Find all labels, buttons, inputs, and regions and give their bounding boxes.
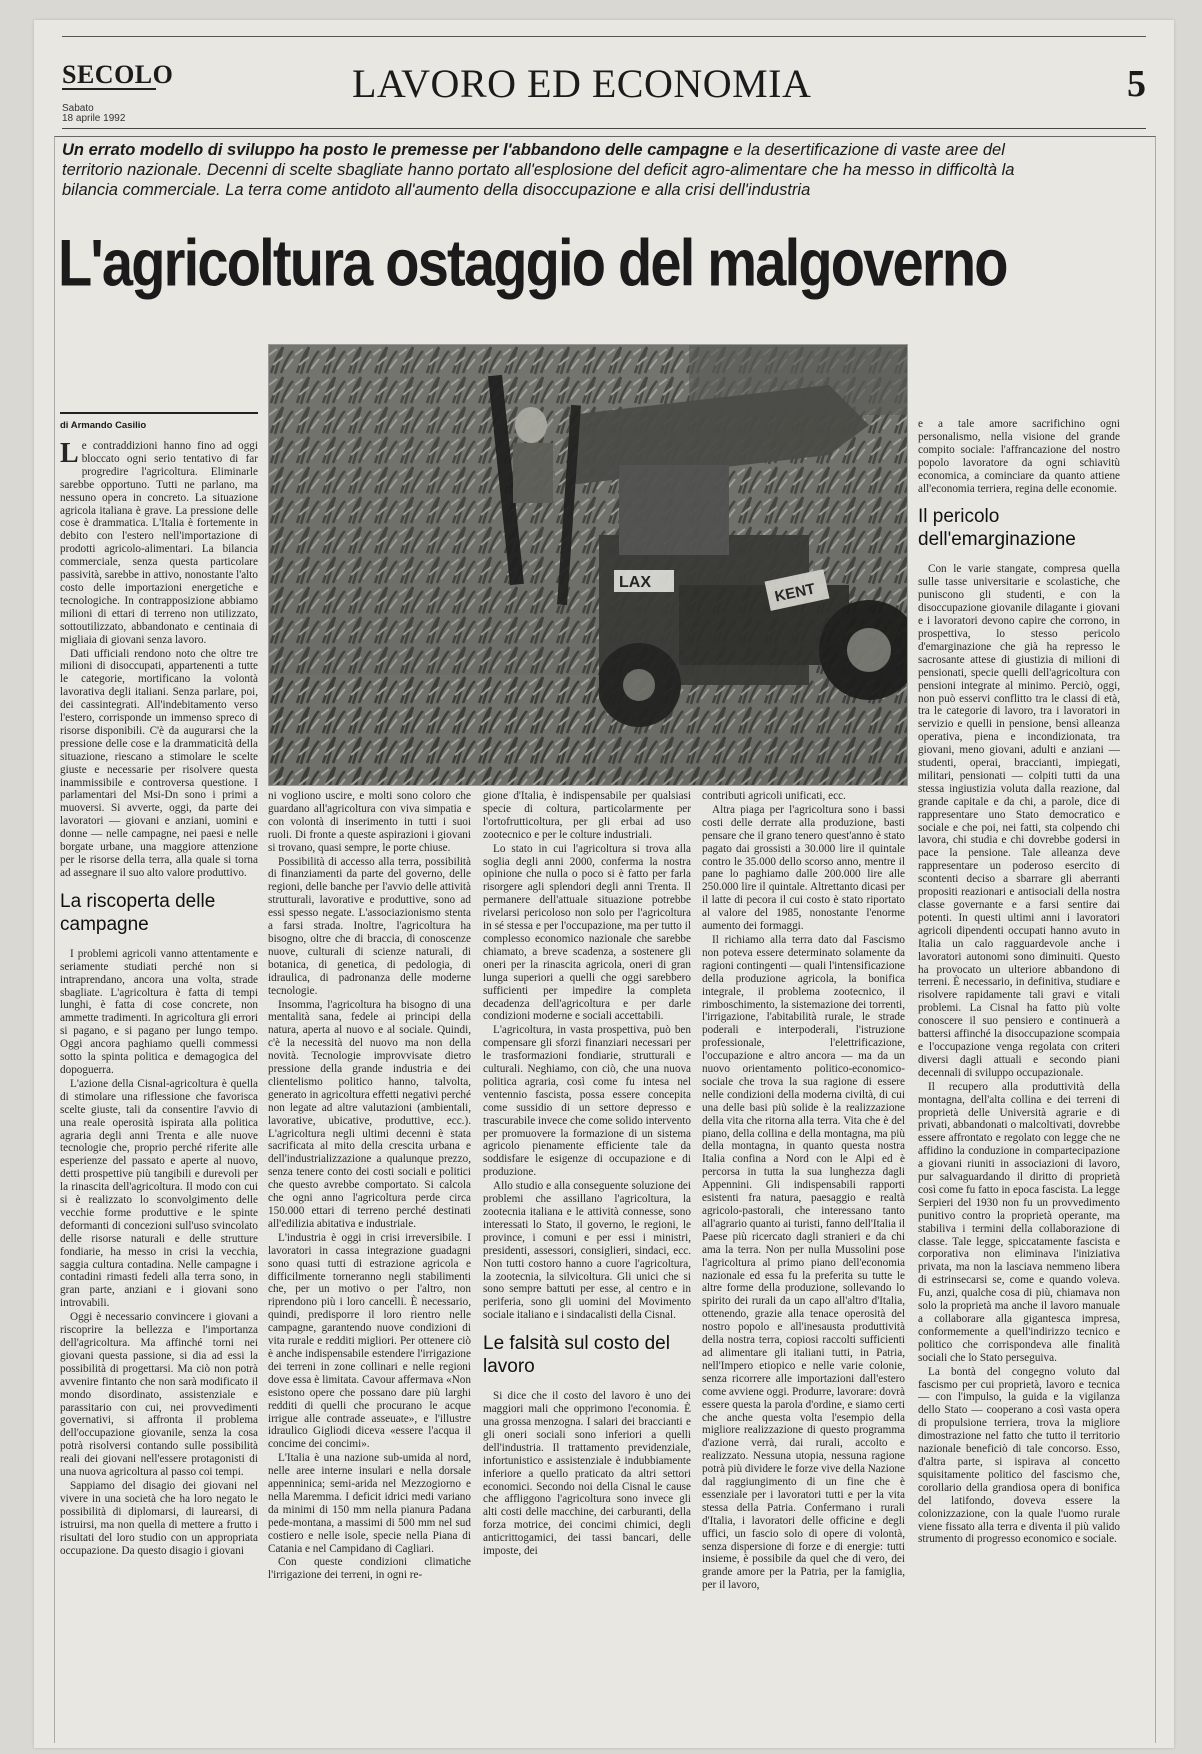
paragraph: contributi agricoli unificati, ecc. — [702, 790, 846, 802]
page-number: 5 — [1127, 63, 1146, 105]
tractor-photo — [268, 344, 908, 786]
paragraph: La bontà del congegno voluto dal fascismo per cui proprietà, lavoro e tecnica — con l'impulso, la guida e la vigilanza dello Stato — cooperano a così vasta opera di propulsione terriera, trova la migliore dimostrazione nel fatto che tutto il territorio nazionale beneficiò di tale concorso. Esso, d'altra parte, si ispirava al concetto squisitamente politico del fascismo che, corollario della grandiosa opera di bonifica del latifondo, doveva essere la colonizzazione, con la quale l'uomo rurale viene fissato alla terra e diventa il più valido strumento di progresso economico e sociale. — [918, 1365, 1120, 1546]
photo-label-text: LAX — [619, 574, 651, 591]
issue-date — [62, 104, 125, 124]
photo-plate-text: KENT — [773, 580, 817, 606]
byline-rule — [60, 412, 258, 414]
paragraph: Altra piaga per l'agricoltura sono i bassi costi delle derrate alla produzione, basti pensare che il grano tenero quest'anno è stato pagato dai grossisti a 30.000 lire il quintale contro le 35.000 dello scorso anno, mentre il pane lo paghiamo dalle 200.000 lire alle 250.000 lire il quintale. Altrettanto dicasi per il latte di pecora il cui costo è stato riportato al valore del 1985, nonostante l'enorme aumento dei formaggi. — [702, 803, 905, 933]
paragraph: L'azione della Cisnal-agricoltura è quella di stimolare una riflessione che favorisca scelte giuste, tali da consentire l'avvio di una reale operosità ispirata alla politica agraria degli anni Trenta e alle nuove tecnologie che, proprio perché riferite alle esperienze del passato e aperte al nuovo, detti prospettive più tangibili e durevoli per la rinascita dell'agricoltura. Il modo con cui si è realizzato lo sconvolgimento delle vecchie forme produttive e le spinte deformanti di concezioni sull'uso svincolato delle risorse naturali e delle strutture fondiarie, ha messo in crisi la vecchia, saggia cultura contadina. Nelle campagne i contadini rimasti fedeli alla terra sono, in gran parte, anziani e i giovani sono introvabili. — [60, 1077, 258, 1310]
subtitle-pericolo: Il pericolo dell'emarginazione — [918, 506, 1076, 551]
paragraph — [60, 440, 258, 647]
paragraph: Allo studio e alla conseguente soluzione dei problemi che assillano l'agricoltura, la zootecnia italiana e le attività connesse, sono interessati lo Stato, il governo, le regioni, le province, i comuni e per essi i ministri, presidenti, assessori, consiglieri, sindaci, ecc. Non tutti costoro hanno a cuore l'agricoltura, la zootecnia, la silvicoltura. Gli unici che si sono sempre battuti per esse, al centro e in periferia, sono gli uomini del Movimento sociale italiano e i sindacalisti della Cisnal. — [483, 1180, 691, 1322]
masthead — [62, 38, 1146, 124]
paragraph-text: e contraddizioni hanno fino ad oggi bloccato ogni serio tentativo di far progredire l'agricoltura. Eliminarle sarebbe opportuno. Tutti ne parlano, ma nessuno opera in concreto. La situazione agricola italiana è grave. La pressione delle cose è drammatica. L'Italia è fortemente in debito con l'estero nell'importazione di prodotti agricolo-alimentari. La bilancia commerciale, senza questa particolare passività, sarebbe in attivo, nonostante l'alto costo delle importazioni energetiche e tecnologiche. In contrapposizione abbiamo milioni di ettari di terreno non utilizzato, sottoutilizzato, abbandonato e centinaia di migliaia di giovani senza lavoro. — [60, 440, 258, 646]
article-column-5 — [918, 418, 1120, 1722]
byline: di Armando Casilio — [60, 420, 147, 431]
paragraph: Dati ufficiali rendono noto che oltre tre milioni di disoccupati, appartenenti a tutte le categorie, mortificano la volontà lavorativa degli italiani. Senza parlare, poi, dei cassintegrati. All'indebitamento verso l'estero, corrisponde un immenso spreco di risorse disponibili. C'è da augurarsi che la pressione delle cose e la drammaticità della situazione, riescano a stimolare le scelte giuste e necessarie per risolvere questa inammissibile e controversa questione. I parlamentari del Msi-Dn sono i primi a muoversi. Si avverte, oggi, da parte dei lavoratori — giovani e anziani, uomini e donne — nelle campagne, nei paesi e nelle borgate urbane, una maggiore attenzione per le risorse della terra, alla quale si torna ad assegnare il suo alto valore produttivo. — [60, 647, 258, 879]
paragraph: e a tale amore sacrifichino ogni personalismo, nella visione del grande compito sociale: l'affrancazione del nostro popolo lavoratore da ogni schiavitù economica, a cominciare da quanto attiene all'economia terriera, regina delle economie. — [918, 418, 1120, 495]
paragraph: gione d'Italia, è indispensabile per qualsiasi specie di coltura, particolarmente per l'ortofrutticoltura, per gli erbai ad uso zootecnico e per le colture industriali. — [483, 790, 691, 841]
article-column-3 — [483, 790, 691, 1722]
issue-day: Sabato — [62, 103, 94, 114]
dropcap: L — [60, 440, 79, 469]
paragraph: Il richiamo alla terra dato dal Fascismo non poteva essere determinato solamente da ragioni contingenti — quali l'intensificazione della produzione agricola, la bonifica integrale, il problema zootecnico, il rimboschimento, la sistemazione dei torrenti, l'irrigazione, l'abitabilità rurale, le strade poderali e interpoderali, l'istruzione professionale, l'elettrificazione, l'occupazione e altro ancora — ma da un nuovo orientamento politico-economico-sociale che trova la sua ragione di essere nelle condizioni della moderna civiltà, di cui una delle basi più solide è la realizzazione della vita che ritorna alla terra. Vita che è del piano, della collina e della montagna, ma più della montagna, in quanto questa nostra Italia confina a Nord con le Alpi ed è percorsa in tutta la sua lunghezza dagli Appennini. Gli indispensabili rapporti esistenti fra natura, paesaggio e realtà agricolo-pastorali, che interessano tanto all'agrario quanto ai turisti, fanno dell'Italia il Paese più ricercato dagli stranieri e da chi ama la terra. Non per nulla Mussolini pose l'agricoltura al primo piano dell'economia nazionale ed essa fu la preferita su tutte le altre forme della produzione, sollevando lo spirito dei rurali da un capo all'altro d'Italia, ottenendo, grazie alla tenace operosità del nostro popolo e all'inesausta produttività della nostra terra, copiosi raccolti sufficienti ad alimentare gli italiani tutti, in Patria, nell'Impero etiopico e nelle varie colonie, senza ricorrere alle importazioni dall'estero come avviene oggi. Produrre, lavorare: dovrà essere questa la parola d'ordine, e siamo certi che anche questa volta l'esempio della migliore realizzazione di questo programma d'azione verrà, dai rurali, accolto e realizzato. Nessuna utopia, nessuna ragione potrà più dividere le forze vive della Nazione dal raggiungimento di un fine che è essenziale per i lavoratori tutti e per la vita stessa della Patria. Confermano i rurali d'Italia, i lavoratori delle officine e degli uffici, un fascio solo di opere di volontà, senza dispersione di forze e di energie: tutti insieme, è possibile da quel che di vero, dei grande amore per la Patria, per la famiglia, per il lavoro, — [702, 933, 905, 1592]
logo-underline — [62, 88, 156, 90]
section-title: LAVORO ED ECONOMIA — [352, 61, 812, 106]
paragraph: Il recupero alla produttività della montagna, dell'alta collina e dei terreni di proprietà delle Università agrarie e di privati, abbandonati o malcoltivati, dovrebbe essere affrontato e regolato con legge che ne affidino la conduzione in compartecipazione a giovani riuniti in associazioni di lavoro, pur salvaguardando il diritto di proprietà così come fu fatto in epoca fascista. La legge Serpieri del 1930 non fu un provvedimento punitivo contro la proprietà operante, ma stabiliva i termini della collaborazione di classe. Tale legge, spiccatamente fascista e corporativa non eliminava l'iniziativa privata, ma non la lasciava nemmeno libera di estrinsecarsi se, come e quando voleva. Fu, anzi, qualche cosa di più, chiamava non solo la proprietà ma anche il lavoro manuale a collaborare alla gigantesca impresa, conformemente a quell'indirizzo tecnico e politico che corrispondeva alle finalità sociali che lo Stato perseguiva. — [918, 1080, 1120, 1364]
subtitle-riscoperta: La riscoperta delle campagne — [60, 890, 216, 935]
top-rule — [62, 36, 1146, 37]
article-column-1 — [60, 440, 258, 1722]
article-subhead — [62, 140, 1032, 200]
paragraph: L'industria è oggi in crisi irreversibile. I lavoratori in cassa integrazione guadagni sono quasi tutti di estrazione agricola e difficilmente torneranno negli stabilimenti che, per un motivo o per l'altro, non riprendono più i loro cancelli. È necessario, quindi, predisporre il loro rientro nelle campagne, garantendo nuove condizioni di vita rurale e redditi migliori. Per ottenere ciò è anche indispensabile estendere l'irrigazione dei terreni in zone collinari e nelle regioni dove essa è limitata. Cavour affermava «Non esistono opere che possano dare più larghi redditi di quelli che procurano le acque irrigue alle contrade asseuate», e l'illustre idraulico Gigliodi diceva «essere l'acqua il concime dei concimi». — [268, 1231, 471, 1451]
issue-date-value: 18 aprile 1992 — [62, 113, 126, 124]
paragraph: Con le varie stangate, compresa quella sulle tasse universitarie e scolastiche, che puniscono gli studenti, e con la disoccupazione giovanile dilagante i giovani e i lavoratori devono capire che corrono, in prospettiva, lo stesso pericolo d'emarginazione che già ha represso le sacrosante attese di giustizia di milioni di pensionati, specie quelli dell'agricoltura con pensioni integrate al minimo. Perciò, oggi, non può esservi conflitto tra le classi di età, tra le categorie di lavoro, tra i lavoratori in servizio e quelli in pensione, bensì alleanza operativa, piena e incondizionata, tra giovani, meno giovani, adulti e anziani — studenti, operai, braccianti, impiegati, militari, pensionati — colpiti tutti da una stessa ingiustizia voluta dalla reazione, dal grande capitale e da chi, a parole, dice di rappresentare uno Stato democratico e sociale e che poi, nei fatti, sta colpendo chi lavora, chi studia e chi dovrebbe godersi in pace la pensione. Tale alleanza deve rappresentare un poderoso esercito di scontenti deciso a sbarrare gli aberranti propositi reazionari e antisociali della nostra classe governante e a farsi sentire dai potenti. In questi ultimi anni i lavoratori agricoli dipendenti occupati hanno avuto in Italia un calo ragguardevole anche i lavoratori autonomi sono diminuiti. Questo ha provocato un ulteriore abbandono di terreni. È necessario, in definitiva, studiare e risolvere rapidamente tali gravi e vitali problemi. La Cisnal ha fatto più volte conoscere il suo pensiero e continuerà a battersi affinché la disoccupazione scompaia e l'occupazione venga regolata con criteri diversi dagli attuali e secondo piani decennali di sviluppo occupazionale. — [918, 563, 1120, 1079]
paragraph: Sappiamo del disagio dei giovani nel vivere in una società che ha loro negato le possibilità di diplomarsi, di laurearsi, di istruirsi, ma non quella di mettere a frutto i risultati del loro studio con un appropriata occupazione. Da questo disagio i giovani — [60, 1479, 258, 1557]
paragraph: Oggi è necessario convincere i giovani a riscoprire la bellezza e l'importanza dell'agricoltura. Ma affinché torni nei giovani questa passione, si dia ad essi la possibilità di progettarsi. Ma ciò non potrà avvenire fintanto che non sarà modificato il mondo disordinato, assistenziale e parassitario con cui, nei provvedimenti governativi, si affronta il problema dell'occupazione giovanile, senza la cosa potrà risolversi contando sulle possibilità reali dei giovani nell'essere protagonisti di una nuova agricoltura al passo coi tempi. — [60, 1311, 258, 1479]
paragraph: I problemi agricoli vanno attentamente e seriamente studiati perché non si intraprendano, ancora una volta, strade sbagliate. L'agricoltura è fatta di tempi lunghi, è fatta di cose concrete, non ammette tradimenti. In agricoltura gli errori si pagano, e si pagano per lungo tempo. Oggi ancora paghiamo quelli commessi sotto la spinta politica e demagogica del dopoguerra. — [60, 947, 258, 1076]
tractor-photo-image — [269, 345, 907, 785]
masthead-rule — [62, 128, 1146, 129]
newspaper-logo: SECOLO — [62, 60, 174, 89]
paragraph: L'agricoltura, in vasta prospettiva, può ben compensare gli sforzi finanziari necessari per le trasformazioni fondiarie, strutturali e culturali. Neghiamo, con ciò, che una nuova politica agraria, così come fu intesa nel ventennio fascista, possa essere concepita come sussidio di un settore depresso e trascurabile invece che come solido intervento per promuovere la formazione di un sistema agricolo pienamente efficiente tale da soddisfare le esigenze di occupazione e di produzione. — [483, 1024, 691, 1179]
paragraph: Possibilità di accesso alla terra, possibilità di finanziamenti da parte del governo, delle regioni, delle banche per l'avvio delle attività strutturali, lavorative e produttive, sono ad essi spesso negate. L'associazionismo stenta a farsi strada. Inoltre, l'agricoltura ha bisogno, oltre che di braccia, di conoscenze nuove, culturali di scienze naturali, di botanica, di genetica, di pedologia, di idraulica, di padronanza delle moderne tecnologie. — [268, 855, 471, 997]
article-headline: L'agricoltura ostaggio del malgoverno — [58, 225, 1007, 300]
paragraph: Insomma, l'agricoltura ha bisogno di una mentalità sana, fedele ai principi della natura, aperta al nuovo e al sociale. Quindi, c'è la necessità del nuovo ma non della novità. Tecnologie improvvisate dietro pressione della grande industria e dei clientelismo politico hanno, talvolta, generato in agricoltura effetti negativi perché non legate ad altre valutazioni (ambientali, lavorative, ubicative, produttive, ecc.). L'agricoltura negli ultimi decenni è stata sacrificata al mito della crescita urbana e dell'industrializzazione a qualunque prezzo, senza tenere conto dei costi sociali e politici che questo avrebbe comportato. Si calcola che ogni anno l'agricoltura perde circa 150.000 ettari di terreno perché destinati all'edilizia abitativa e industriale. — [268, 998, 471, 1230]
paragraph: Si dice che il costo del lavoro è uno dei maggiori mali che opprimono l'economia. È una grossa menzogna. I salari dei braccianti e gli oneri sociali sono inferiori a quelli dell'industria. Il trattamento previdenziale, infortunistico e assistenziale è indubbiamente inferiore a quello praticato da altri settori economici. Secondo noi della Cisnal le cause che affliggono l'agricoltura sono invece gli alti costi delle macchine, dei carburanti, della forza motrice, dei concimi chimici, degli anticrittogamici, dei tassi bancari, delle imposte, dei — [483, 1390, 691, 1558]
article-column-4 — [702, 790, 905, 1722]
subhead-rest: e la desertificazione di vaste aree del territorio nazionale. Decenni di scelte sbagliate hanno portato all'esplosione del deficit agro-alimentare che ha messo in difficoltà la bilancia commerciale. La terra come antidoto all'aumento della disoccupazione e alla crisi dell'industria — [62, 141, 1015, 199]
subtitle-falsita: Le falsità sul costo del lavoro — [483, 1333, 670, 1378]
subhead-bold: Un errato modello di sviluppo ha posto le premesse per l'abbandono delle campagne — [62, 141, 729, 159]
article-column-2 — [268, 790, 471, 1722]
paragraph: Lo stato in cui l'agricoltura si trova alla soglia degli anni 2000, conferma la nostra opinione che nulla o poco si è fatto per farla risorgere agli splendori degli anni Trenta. Il permanere dell'attuale situazione potrebbe rivelarsi pericoloso non solo per l'agricoltura in sé stessa e per l'occupazione, ma per tutto il complesso economico nazionale che sarebbe chiamato, a breve scadenza, a sostenere gli oneri per la rinascita agricola, oneri di gran lunga superiori a quelli che oggi sarebbero sufficienti per impedire la completa decadenza dell'agricoltura e per darle condizioni moderne e sociali accettabili. — [483, 842, 691, 1023]
paragraph: L'Italia è una nazione sub-umida al nord, nelle aree interne insulari e nella dorsale appenninica; semi-arida nel Mezzogiorno e nella Maremma. I deficit idrici medi variano da minimi di 150 mm nella pianura Padana pede-montana, a massimi di 500 mm nel sud costiero e nelle isole, specie nella Piana di Catania e nel Campidano di Cagliari. — [268, 1452, 471, 1555]
paragraph: Con queste condizioni climatiche l'irrigazione dei terreni, in ogni re- — [268, 1556, 471, 1582]
paragraph: ni vogliono uscire, e molti sono coloro che guardano all'agricoltura con viva simpatia e con volontà di inserimento in tutti i suoi ruoli. Di fronte a queste aspirazioni i giovani si trovano, quasi sempre, le porte chiuse. — [268, 790, 471, 854]
